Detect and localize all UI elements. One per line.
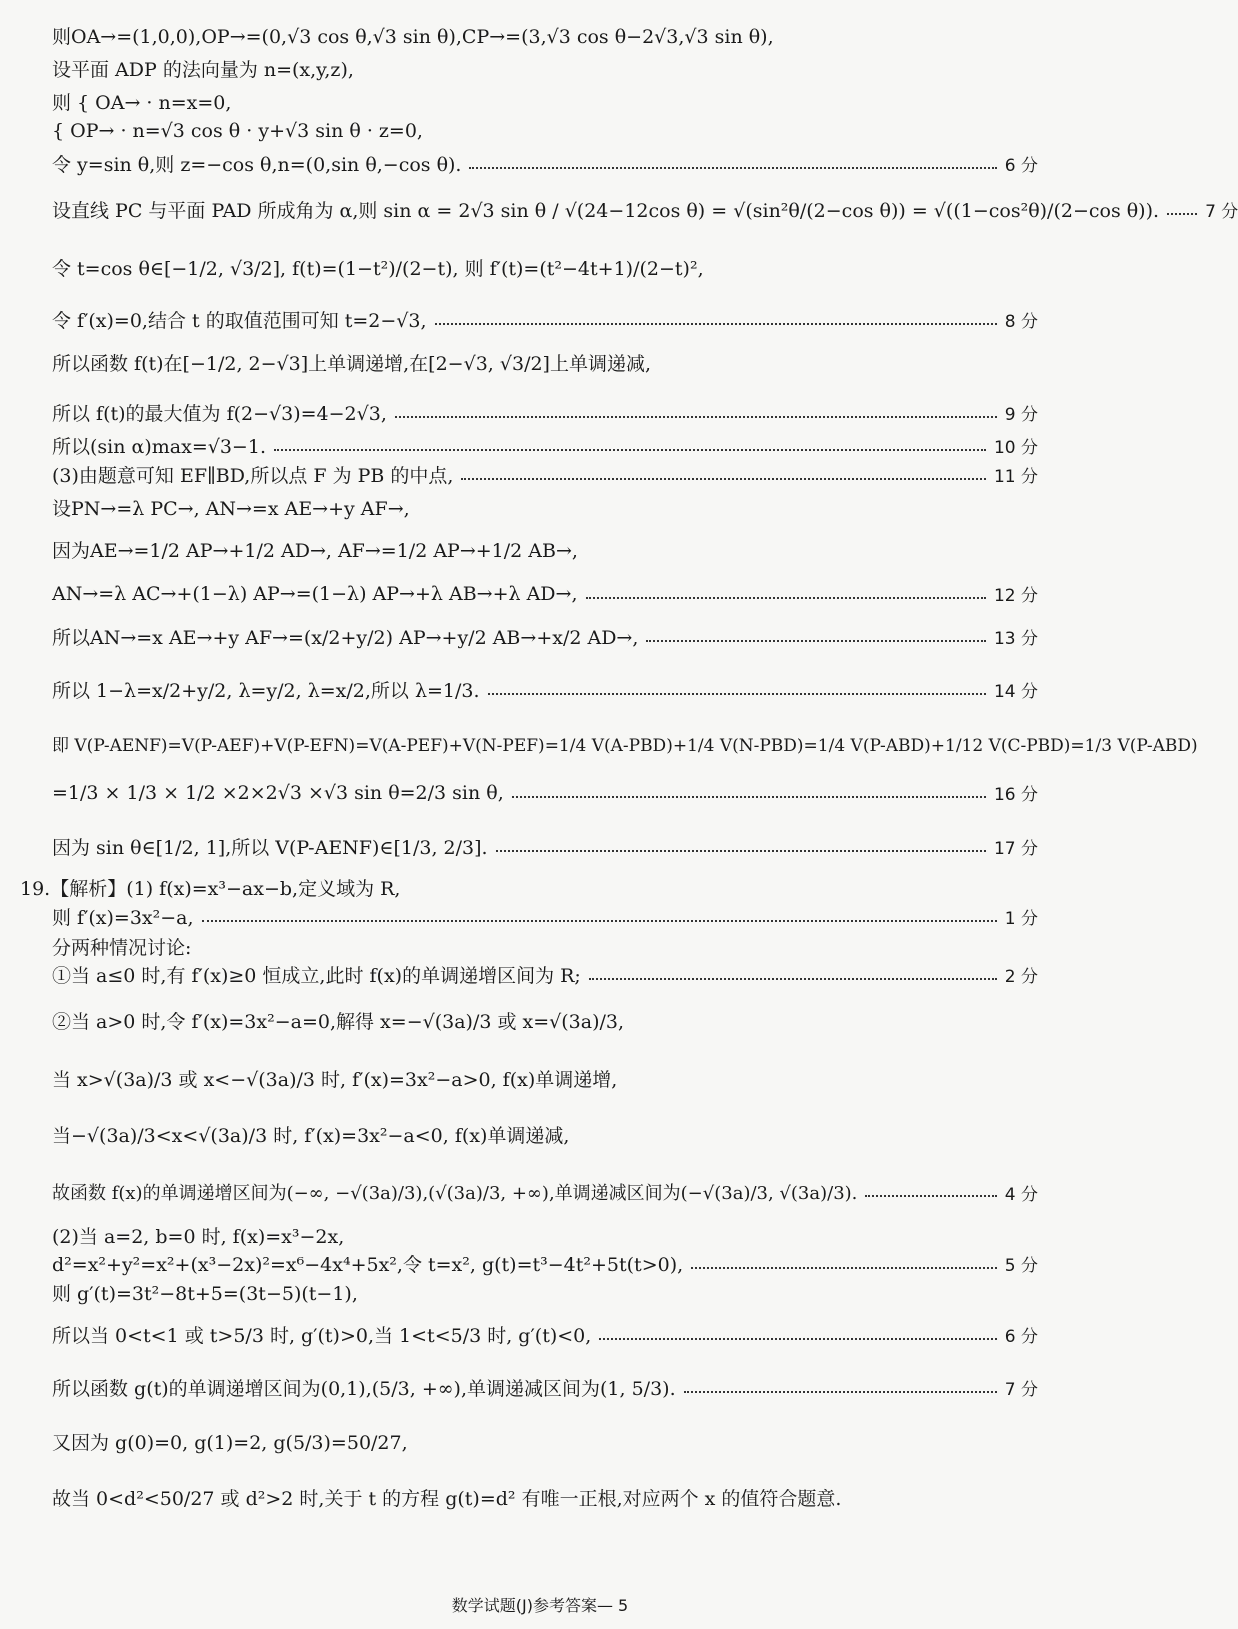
solution-line: 即 V(P-AENF)=V(P-AEF)+V(P-EFN)=V(A-PEF)+V(N-PEF)=1/4 V(A-PBD)+1/4 V(N-PBD)=1/4 V(P-ABD)+1/12 V(C-PBD)=1/3 V(P-ABD) xyxy=(52,736,1198,756)
leader-dots xyxy=(461,478,985,480)
solution-line: 设平面 ADP 的法向量为 n=(x,y,z), xyxy=(52,59,354,81)
solution-line: 分两种情况讨论: xyxy=(52,937,192,959)
solution-line: 又因为 g(0)=0, g(1)=2, g(5/3)=50/27, xyxy=(52,1432,408,1454)
score-mark: 7 分 xyxy=(1004,1380,1038,1400)
solution-line: 则OA→=(1,0,0),OP→=(0,√3 cos θ,√3 sin θ),CP→=(3,√3 cos θ−2√3,√3 sin θ), xyxy=(52,26,774,48)
solution-line: 所以 f(t)的最大值为 f(2−√3)=4−2√3, 9 分 xyxy=(52,399,1038,426)
leader-dots xyxy=(865,1195,996,1197)
score-mark: 16 分 xyxy=(993,785,1038,805)
score-mark: 6 分 xyxy=(1004,1327,1038,1347)
score-mark: 12 分 xyxy=(993,586,1038,606)
solution-line: 所以函数 g(t)的单调递增区间为(0,1),(5/3, +∞),单调递减区间为(1, 5/3). 7 分 xyxy=(52,1374,1038,1401)
leader-dots xyxy=(512,796,986,798)
leader-dots xyxy=(599,1338,996,1340)
score-mark: 7 分 xyxy=(1205,202,1238,222)
solution-line: (3)由题意可知 EF∥BD,所以点 F 为 PB 的中点, 11 分 xyxy=(52,461,1038,488)
leader-dots xyxy=(589,978,997,980)
solution-line: ①当 a≤0 时,有 f′(x)≥0 恒成立,此时 f(x)的单调递增区间为 R; 2 分 xyxy=(52,961,1038,988)
solution-line: 当−√(3a)/3<x<√(3a)/3 时, f′(x)=3x²−a<0, f(x)单调递减, xyxy=(52,1125,570,1147)
leader-dots xyxy=(469,167,996,169)
score-mark: 13 分 xyxy=(993,629,1038,649)
solution-line: 当 x>√(3a)/3 或 x<−√(3a)/3 时, f′(x)=3x²−a>0, f(x)单调递增, xyxy=(52,1069,618,1091)
solution-line: AN→=λ AC→+(1−λ) AP→=(1−λ) AP→+λ AB→+λ AD→, 12 分 xyxy=(52,582,1038,606)
leader-dots xyxy=(395,416,997,418)
solution-line: 设直线 PC 与平面 PAD 所成角为 α,则 sin α = 2√3 sin θ / √(24−12cos θ) = √(sin²θ/(2−cos θ)) = √((1−cos²θ)/(2−cos θ)). 7 分 xyxy=(52,196,1038,223)
solution-line: 因为AE→=1/2 AP→+1/2 AD→, AF→=1/2 AP→+1/2 AB→, xyxy=(52,540,578,562)
score-mark: 1 分 xyxy=(1004,909,1038,929)
solution-line: 所以AN→=x AE→+y AF→=(x/2+y/2) AP→+y/2 AB→+x/2 AD→, 13 分 xyxy=(52,623,1038,650)
score-mark: 4 分 xyxy=(1004,1184,1038,1205)
leader-dots xyxy=(202,920,997,922)
solution-line: 设PN→=λ PC→, AN→=x AE→+y AF→, xyxy=(52,498,410,520)
solution-line: 故函数 f(x)的单调递增区间为(−∞, −√(3a)/3),(√(3a)/3, +∞),单调递减区间为(−√(3a)/3, √(3a)/3). 4 分 xyxy=(52,1179,1038,1205)
score-mark: 5 分 xyxy=(1004,1256,1038,1276)
solution-line: 则 f′(x)=3x²−a, 1 分 xyxy=(52,903,1038,930)
leader-dots xyxy=(1167,213,1197,215)
score-mark: 10 分 xyxy=(993,438,1038,458)
solution-line: 所以(sin α)max=√3−1. 10 分 xyxy=(52,432,1038,459)
solution-line: 因为 sin θ∈[1/2, 1],所以 V(P-AENF)∈[1/3, 2/3]. 17 分 xyxy=(52,833,1038,860)
solution-line: ②当 a>0 时,令 f′(x)=3x²−a=0,解得 x=−√(3a)/3 或 x=√(3a)/3, xyxy=(52,1011,625,1033)
solution-line: d²=x²+y²=x²+(x³−2x)²=x⁶−4x⁴+5x²,令 t=x², g(t)=t³−4t²+5t(t>0), 5 分 xyxy=(52,1250,1038,1277)
solution-line: 则 g′(t)=3t²−8t+5=(3t−5)(t−1), xyxy=(52,1283,358,1305)
problem-19-heading: 19.【解析】(1) f(x)=x³−ax−b,定义域为 R, xyxy=(20,878,401,900)
solution-line: 则 { OA→ · n=x=0, xyxy=(52,92,232,114)
leader-dots xyxy=(435,323,997,325)
solution-line: (2)当 a=2, b=0 时, f(x)=x³−2x, xyxy=(52,1226,345,1248)
score-mark: 17 分 xyxy=(993,839,1038,859)
leader-dots xyxy=(274,449,986,451)
score-mark: 9 分 xyxy=(1004,405,1038,425)
score-mark: 14 分 xyxy=(993,682,1038,702)
score-mark: 8 分 xyxy=(1004,312,1038,332)
solution-line: 故当 0<d²<50/27 或 d²>2 时,关于 t 的方程 g(t)=d² 有唯一正根,对应两个 x 的值符合题意. xyxy=(52,1488,842,1510)
solution-line: 令 f′(x)=0,结合 t 的取值范围可知 t=2−√3, 8 分 xyxy=(52,306,1038,333)
score-mark: 6 分 xyxy=(1004,156,1038,176)
leader-dots xyxy=(496,850,986,852)
score-mark: 2 分 xyxy=(1004,967,1038,987)
leader-dots xyxy=(488,693,986,695)
solution-line: 令 y=sin θ,则 z=−cos θ,n=(0,sin θ,−cos θ). 6 分 xyxy=(52,150,1038,177)
page-footer: 数学试题(J)参考答案— 5 xyxy=(451,1596,629,1615)
solution-line: 令 t=cos θ∈[−1/2, √3/2], f(t)=(1−t²)/(2−t), 则 f′(t)=(t²−4t+1)/(2−t)², xyxy=(52,258,704,280)
solution-line: { OP→ · n=√3 cos θ · y+√3 sin θ · z=0, xyxy=(52,120,423,142)
leader-dots xyxy=(691,1267,997,1269)
leader-dots xyxy=(646,640,986,642)
solution-line: 所以函数 f(t)在[−1/2, 2−√3]上单调递增,在[2−√3, √3/2]上单调递减, xyxy=(52,353,652,375)
solution-line: =1/3 × 1/3 × 1/2 ×2×2√3 ×√3 sin θ=2/3 sin θ, 16 分 xyxy=(52,781,1038,805)
leader-dots xyxy=(684,1391,997,1393)
score-mark: 11 分 xyxy=(993,467,1038,487)
solution-line: 所以当 0<t<1 或 t>5/3 时, g′(t)>0,当 1<t<5/3 时, g′(t)<0, 6 分 xyxy=(52,1321,1038,1348)
solution-line: 所以 1−λ=x/2+y/2, λ=y/2, λ=x/2,所以 λ=1/3. 14 分 xyxy=(52,676,1038,703)
leader-dots xyxy=(586,597,986,599)
